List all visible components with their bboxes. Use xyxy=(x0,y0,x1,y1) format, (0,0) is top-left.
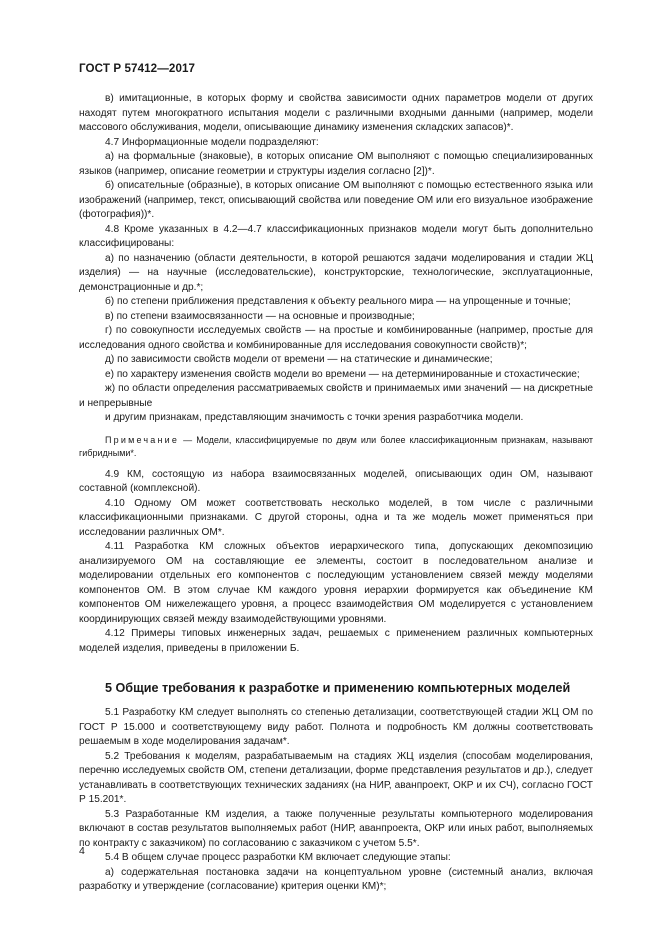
paragraph-5-1: 5.1 Разработку КМ следует выполнять со степенью детализации, соответствующей стадии ЖЦ ОМ по ГОСТ Р 15.000 и соответствующему виду работ. Полнота и подробность КМ должны соответствовать решаемым в ходе моделирования задачам*. xyxy=(79,707,593,747)
paragraph-4-8-g: г) по совокупности исследуемых свойств — на простые и комбинированные (например, простые для исследования одного свойства и комбинированные для исследования совокупности свойств)*; xyxy=(79,325,593,351)
paragraph-4-8-other: и другим признакам, представляющим значимость с точки зрения разработчика модели. xyxy=(105,412,524,423)
paragraph-4-7-b: б) описательные (образные), в которых описание ОМ выполняют с помощью естественного языка или изображений (например, текст, описывающий свойства или поведение ОМ или его визуальное изображение (фотография))*. xyxy=(79,180,593,220)
paragraph-4-7-a: а) на формальные (знаковые), в которых описание ОМ выполняют с помощью специализированных языков (например, описание геометрии и структуры изделия согласно [2])*. xyxy=(79,151,593,177)
note xyxy=(79,434,593,460)
paragraph-4-8-v: в) по степени взаимосвязанности — на основные и производные; xyxy=(105,310,415,322)
document-header: ГОСТ Р 57412—2017 xyxy=(79,62,196,75)
paragraph-4-11: 4.11 Разработка КМ сложных объектов иерархического типа, допускающих декомпозицию анализируемого ОМ на составляющие ее элементы, состоит в последовательном анализе и моделировании отдельных его компонентов с последующим установлением связей между моделями компонентов ОМ. В этом случае КМ каждого уровня иерархии формируется как объединение КМ компонентов ОМ нижележащего уровня, а процесс взаимодействия ОМ моделируется с установлением координирующих связей между взаимодействующими уровнями. xyxy=(79,541,593,625)
note-text: — Модели, классифицируемые по двум или более классификационным признакам, называют гибридными*. xyxy=(79,434,593,458)
paragraph-4-8: 4.8 Кроме указанных в 4.2—4.7 классификационных признаков модели могут быть дополнительно классифицированы: xyxy=(79,223,593,249)
paragraph-5-4-a: а) содержательная постановка задачи на концептуальном уровне (системный анализ, включая разработку и утверждение (согласование) критерия оценки КМ)*; xyxy=(79,866,593,892)
paragraph-5-3: 5.3 Разработанные КМ изделия, а также полученные результаты компьютерного моделирования включают в состав результатов выполняемых работ (НИР, аванпроекта, ОКР или иных работ, выполняемых по контракту с заказчиком) по согласованию с заказчиком с учетом 5.5*. xyxy=(79,808,593,849)
paragraph-4-12: 4.12 Примеры типовых инженерных задач, решаемых с применением различных компьютерных моделей изделия, приведены в приложении Б. xyxy=(79,628,593,654)
paragraph-4-8-zh: ж) по области определения рассматриваемых свойств и принимаемых ими значений — на дискретные и непрерывные xyxy=(79,383,593,409)
section-5-title: 5 Общие требования к разработке и применению компьютерных моделей xyxy=(105,681,571,695)
document-body xyxy=(79,92,593,895)
paragraph-4-8-e: е) по характеру изменения свойств модели во времени — на детерминированные и стохастические; xyxy=(105,368,580,380)
paragraph-4-8-b: б) по степени приближения представления к объекту реального мира — на упрощенные и точные; xyxy=(105,296,571,307)
paragraph-4-8-a: а) по назначению (области деятельности, в которой решаются задачи моделирования и стадии ЖЦ изделия) — на научные (исследовательские), конструкторские, технологические, эксплуатационные, демонстрационные и др.*; xyxy=(79,252,593,293)
paragraph-5-2: 5.2 Требования к моделям, разрабатываемым на стадиях ЖЦ изделия (способам моделирования, перечню исследуемых свойств ОМ, степени детализации, форме представления результатов и др.), следует устанавливать в соответствующих технических заданиях (на НИР, аванпроект, ОКР и их СЧ), согласно ГОСТ Р 15.201*. xyxy=(79,750,593,805)
paragraph-5-4: 5.4 В общем случае процесс разработки КМ включает следующие этапы: xyxy=(105,852,451,863)
page-number: 4 xyxy=(79,845,85,857)
paragraph-4-9: 4.9 КМ, состоящую из набора взаимосвязанных моделей, описывающих один ОМ, называют составной (комплексной). xyxy=(79,468,593,494)
paragraph-4-7: 4.7 Информационные модели подразделяют: xyxy=(105,136,319,148)
note-label: Примечание xyxy=(105,434,180,445)
paragraph-4-8-d: д) по зависимости свойств модели от времени — на статические и динамические; xyxy=(105,354,493,365)
paragraph-item-v: в) имитационные, в которых форму и свойства зависимости одних параметров модели от других находят путем многократного испытания модели с различными входными данными (например, модели массового обслуживания, модели, описывающие динамику изменения складских запасов)*. xyxy=(79,93,593,133)
paragraph-4-10: 4.10 Одному ОМ может соответствовать несколько моделей, в том числе с различными классификационными признаками. С другой стороны, одна и та же модель может применяться при исследовании различных ОМ*. xyxy=(79,497,593,538)
